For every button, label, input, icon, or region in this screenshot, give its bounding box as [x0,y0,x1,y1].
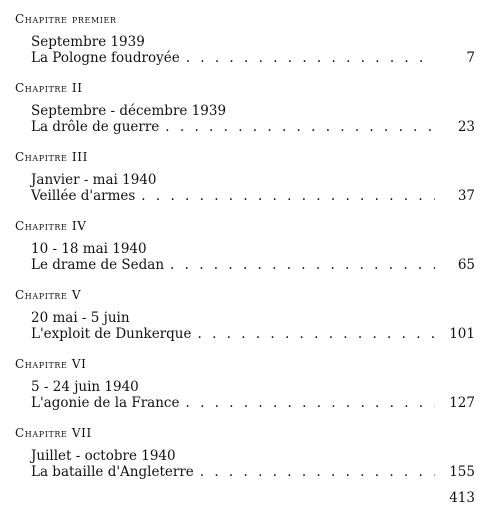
chapter-page-number: 65 [457,257,475,273]
chapter-page-number: 127 [449,395,475,411]
dot-leader [185,395,435,411]
chapter-entry-body [15,448,475,480]
chapter-dates: 5 - 24 juin 1940 [31,379,139,395]
chapter-entry [15,288,475,357]
chapter-title-line[interactable] [31,119,475,135]
chapter-page-number: 37 [457,188,475,204]
chapter-title-line[interactable] [31,326,475,342]
chapter-entry [15,150,475,219]
chapter-heading: Chapitre VII [15,426,92,440]
chapter-title-line[interactable] [31,464,475,480]
chapter-page-number: 23 [457,119,475,135]
chapter-heading: Chapitre IV [15,219,87,233]
chapter-page-number: 155 [449,464,475,480]
chapter-dates: Janvier - mai 1940 [31,172,157,188]
chapter-entry [15,219,475,288]
chapter-title: L'agonie de la France [31,395,180,411]
chapter-dates: Juillet - octobre 1940 [31,448,176,464]
dot-leader [197,326,435,342]
chapter-entry-body [15,172,475,204]
chapter-entry-body [15,241,475,273]
chapter-heading: Chapitre III [15,150,88,164]
chapter-entry [15,12,475,81]
chapter-dates: 10 - 18 mai 1940 [31,241,147,257]
chapter-dates: 20 mai - 5 juin [31,310,130,326]
chapter-heading: Chapitre V [15,288,82,302]
chapter-entry-body [15,34,475,66]
chapter-page-number: 7 [466,50,475,66]
dot-leader [165,119,435,135]
chapter-heading: Chapitre II [15,81,83,95]
chapter-dates: Septembre 1939 [31,34,145,50]
chapter-title-line[interactable] [31,50,475,66]
dot-leader [170,257,435,273]
chapter-dates: Septembre - décembre 1939 [31,103,227,119]
chapter-title-line[interactable] [31,188,475,204]
chapter-entry-body [15,379,475,411]
chapter-title-line[interactable] [31,395,475,411]
chapter-entry-body [15,103,475,135]
table-of-contents [15,12,475,495]
chapter-heading: Chapitre premier [15,12,117,26]
chapter-title-line[interactable] [31,257,475,273]
chapter-title: Le drame de Sedan [31,257,165,273]
page-folio-number: 413 [449,490,475,506]
chapter-entry [15,81,475,150]
chapter-title: La bataille d'Angleterre [31,464,194,480]
chapter-title: La Pologne foudroyée [31,50,180,66]
chapter-entry-body [15,310,475,342]
chapter-entry [15,426,475,495]
dot-leader [141,188,435,204]
chapter-heading: Chapitre VI [15,357,87,371]
chapter-title: La drôle de guerre [31,119,160,135]
dot-leader [200,464,435,480]
chapter-entry [15,357,475,426]
chapter-page-number: 101 [449,326,475,342]
chapter-title: Veillée d'armes [31,188,136,204]
dot-leader [186,50,435,66]
chapter-title: L'exploit de Dunkerque [31,326,192,342]
